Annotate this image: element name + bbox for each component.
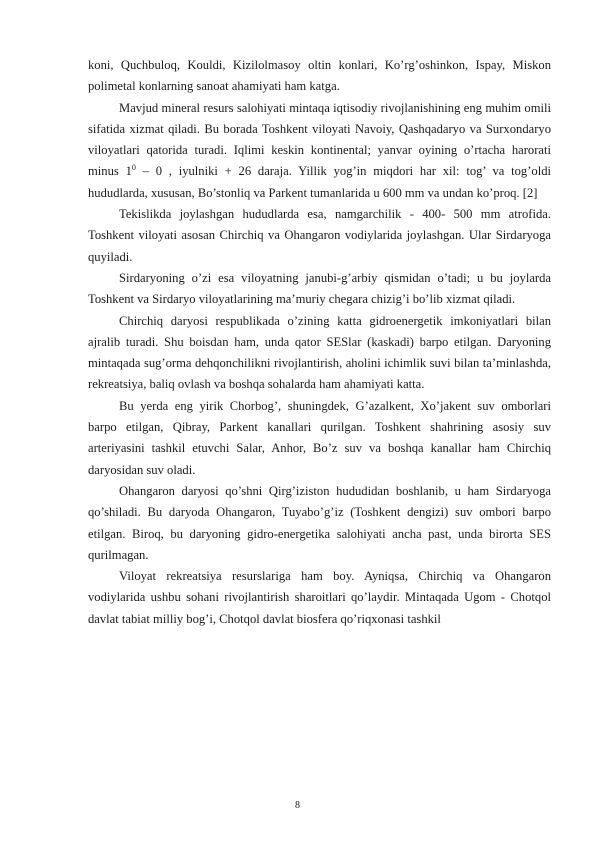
body-text bbox=[88, 55, 551, 630]
paragraph-reservoirs: Bu yerda eng yirik Chorbog’, shuningdek, G’azalkent, Xo’jakent suv omborlari barpo etilgan, Qibray, Parkent kanallari qurilgan. Toshkent shahrining asosiy suv arteriyasini tashkil etuvchi Salar, Anhor, Bo’z suv va boshqa kanallar ham Chirchiq daryosidan suv oladi. bbox=[88, 398, 551, 477]
paragraph-lowlands: Tekislikda joylashgan hududlarda esa, namgarchilik - 400- 500 mm atrofida. Toshkent viloyati asosan Chirchiq va Ohangaron vodiylarida joylashgan. Ular Sirdaryoga quyiladi. bbox=[88, 207, 551, 264]
paragraph-mineral-resources bbox=[88, 98, 551, 204]
paragraph-continuation: koni, Quchbuloq, Kouldi, Kizilolmasoy oltin konlari, Ko’rg’oshinkon, Ispay, Miskon polimetal konlarning sanoat ahamiyati ham katga. bbox=[88, 58, 551, 94]
paragraph-text-part: – 0 , iyulniki + 26 daraja. Yillik yog’in miqdori har xil: tog’ va tog’oldi hududlarda, xususan, Bo’stonliq va Parkent tumanlarida u 600 mm va undan ko’proq. [2] bbox=[88, 164, 551, 200]
paragraph-chirchiq: Chirchiq daryosi respublikada o’zining katta gidroenergetik imkoniyatlari bilan ajralib turadi. Shu boisdan ham, unda qator SESlar (kaskadi) barpo etilgan. Daryoning mintaqada sug’orma dehqonchilikni rivojlantirish, aholini ichimlik suvi bilan ta’minlashda, rekreatsiya, baliq ovlash va boshqa sohalarda ham ahamiyati katta. bbox=[88, 313, 551, 392]
paragraph-text-part: Mavjud mineral resurs salohiyati mintaqa iqtisodiy rivojlanishining eng muhim omili sifatida xizmat qiladi. Bu borada Toshkent viloyati Navoiy, Qashqadaryo va Surxondaryo viloyatlari qatorida turadi. Iqlimi keskin kontinental; yanvar oyining o’rtacha harorati minus 1 bbox=[88, 100, 551, 179]
paragraph-ohangaron: Ohangaron daryosi qo’shni Qirg’iziston hududidan boshlanib, u ham Sirdaryoga qo’shiladi. Bu daryoda Ohangaron, Tuyabo’g’iz (Toshkent dengizi) suv ombori barpo etilgan. Biroq, bu daryoning gidro-energetika salohiyati ancha past, unda birorta SES qurilmagan. bbox=[88, 483, 551, 562]
degree-superscript: 0 bbox=[131, 163, 136, 173]
page-number: 8 bbox=[295, 800, 300, 811]
paragraph-syrdarya: Sirdaryoning o’zi esa viloyatning janubi-g’arbiy qismidan o’tadi; u bu joylarda Toshkent va Sirdaryo viloyatlarining ma’muriy chegara chizig’i bo’lib xizmat qiladi. bbox=[88, 270, 551, 307]
paragraph-recreation: Viloyat rekreatsiya resurslariga ham boy. Ayniqsa, Chirchiq va Ohangaron vodiylarida ushbu sohani rivojlantirish sharoitlari qo’laydir. Mintaqada Ugom - Chotqol davlat tabiat milliy bog’i, Chotqol davlat biosfera qo’riqxonasi tashkil bbox=[88, 569, 551, 626]
